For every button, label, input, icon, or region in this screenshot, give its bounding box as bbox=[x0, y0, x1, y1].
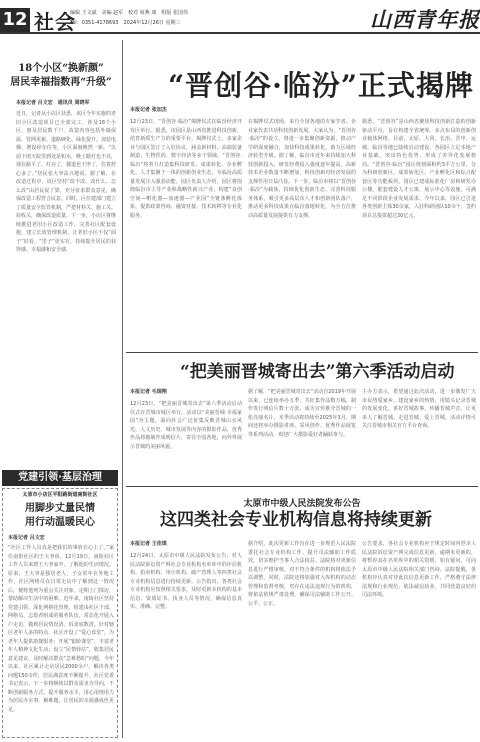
left-article-body: 近日，记者从小店区获悉，该区今年实施的老旧小区改造项目已全部完工，涉及18个小区，惠及居民数千户。改造内容包括外墙保温、管网更新、道路硬化、绿化提升、加装电梯、增设停车位等，小区面貌焕然一新。“以前下雨天院里到处是积水，晚上路灯也不亮，现在路平了、灯亮了，楼道也干净了，住着舒心多了。”居民张大爷高兴地说。据了解，在改造过程中，该区坚持“改不改、改什么、怎么改”由居民说了算，充分征求群众意见，确保改造工程符合民意。同时，区住建部门建立了质量安全监管机制，严把材料关、施工关、验收关，确保改造质量。下一步，小店区将继续推进老旧小区改造工作，完善社区配套设施，建立长效管理机制，让老旧小区不仅“面子”好看，“里子”更实在，持续提升居民的获得感、幸福感和安全感。 bbox=[16, 111, 116, 253]
sub-article2-col2: 据介绍，此次更新工作旨在进一步规范人民法院委托社会专业机构工作，提升司法辅助工作质效，切实维护当事人合法权益。法院将对更新信息进行严格审核，对不符合条件的机构将依法予以调整。同时，法院还将加强对入库机构的动态管理和监督考核，对存在违法违规行为的机构，将依法依规严肃处理，确保司法辅助工作公开、公平、公正。 bbox=[248, 541, 356, 607]
main-article-title: “晋创谷·临汾”正式揭牌 bbox=[168, 69, 474, 102]
left-article2-title-1: 用脚步丈量民情 bbox=[25, 503, 95, 514]
left-article-headline bbox=[2, 62, 120, 90]
left-article-title: 18个小区“换新颜” bbox=[18, 63, 104, 74]
main-article-col1: 12月23日，“晋创谷·临汾”揭牌仪式在临汾经济开发区举行。据悉，该园区是山西省推进科技创新、培育新质生产力的重要平台。揭牌仪式上，多家企业与园区签订了入驻协议，涵盖新材料、高端装备制造、生物医药、数字经济等多个领域。“晋创谷·临汾”将着力打造集科技研发、成果转化、企业孵化、人才集聚于一体的创新创业生态，为临汾高质量发展注入强劲动能。园区负责人介绍，园区将围绕临汾市主导产业和战略性新兴产业，构建“众创空间—孵化器—加速器—产业园”全链条孵化体系，提供政策咨询、融资对接、技术转移等专业化服务。 bbox=[130, 119, 242, 219]
column-divider bbox=[122, 40, 123, 738]
left-article2-title-2: 用行动温暖民心 bbox=[25, 517, 95, 528]
left-article2-kicker: 太原市小店区平阳路街道南街社区 bbox=[22, 492, 98, 498]
newspaper-brand-logo: 山西青年报 bbox=[370, 7, 480, 32]
left-article2-body: “社区工作人员真是把我们的事放在心上了。”家住南街社区的王大爷说。12月19日，南街社区工作人员来到王大爷家中，了解他的生活情况。原来，王大爷是独居老人，子女常年在外地工作，社区网格员在日常走访中了解到这一情况后，便将他列为重点关注对象，定期上门探访，帮助解决生活中的困难。近年来，南街社区坚持党建引领，深化网格化管理，组建由社区干部、网格员、志愿者组成的服务队伍，常态化开展入户走访，做到居民情况清、诉求底数清。针对辖区老年人多的特点，社区开设了“爱心食堂”，为老年人提供助餐服务；开展“银龄课堂”，丰富老年人精神文化生活；设立“民情驿站”，收集居民意见建议，及时解决群众“急难愁盼”问题。今年以来，社区累计走访居民2000余户，解决各类问题150余件，居民满意度不断提升。社区党委书记表示，下一步将继续以群众需求为导向，不断创新服务方式，提升服务水平，用心用情用力为居民办实事、解难题，让居民的幸福感成色更足。 bbox=[8, 545, 114, 713]
left-article-byline: 本报记者 吕文宏 通讯员 周晓军 bbox=[16, 100, 90, 106]
sub-article1-col3: 主办方表示，希望通过此次活动，进一步激发广大市民热爱家乡、建设家乡的热情，用镜头记录晋城的发展变化，讲好晋城故事，传播晋城声音，让更多人了解晋城、走进晋城、爱上晋城。活动详情可关注晋城市相关官方平台查询。 bbox=[362, 389, 476, 429]
page-number: 12 bbox=[0, 8, 30, 32]
left-article-subtitle: 居民幸福指数再“升级” bbox=[10, 77, 112, 88]
sub-article2-col3: 公告要求，各社会专业机构应于规定时间内登录人民法院诉讼资产网完成信息更新，逾期未更新的，将暂停其在名单库中的相关资格。如有疑问，可向太原市中级人民法院相关部门咨询。法院提醒，各机构应认真对待此次信息更新工作，严格遵守法律法规和行业规范，依法诚信执业，共同营造良好的司法环境。 bbox=[362, 541, 476, 598]
sub-article1-col1: 12月23日，“把美丽晋城寄出去”第六季活动启动仪式在晋城市城区举行。活动以“美丽晋城·幸福家园”为主题，面向社会广泛征集反映晋城山水风光、人文历史、城市发展等内容的摄影作品，优秀作品将被制作成明信片，寄往全国各地，向外界展示晋城的美丽风貌。 bbox=[130, 401, 242, 450]
section-rule bbox=[126, 352, 478, 353]
sub-article2-byline: 本报记者 王佳琪 bbox=[130, 541, 167, 547]
sub-article2-col1: 12月24日，太原市中级人民法院发布公告，对人民法院诉讼资产网社会专业机构名单库中的评估机构、拍卖机构、审计机构、破产管理人等四类社会专业机构信息进行持续更新。公告指出，各类社会专业机构应按照相关要求，及时更新本机构的基本信息、资质证书、执业人员等情况，确保信息真实、准确、完整。 bbox=[130, 553, 242, 610]
section-band: 党建引领·基层治理 bbox=[2, 470, 118, 486]
sub-article2-kicker: 太原市中级人民法院发布公告 bbox=[243, 499, 361, 509]
contact-date-line: Tel：0351-4178693 2024年12月26日 星期三 bbox=[70, 20, 181, 26]
editor-line: 编辑 王文斌 美编 赵军 校对 席燕 康 组版 张国伟 bbox=[70, 10, 188, 16]
sub-article1-col2: 据了解，“把美丽晋城寄出去”活动自2019年开展以来，已连续举办五季，共征集作品数万幅，制作发行明信片数十万张，成为宣传推介晋城的一张亮丽名片。本季活动将持续至2025年3月，期间还将举办摄影讲座、采风创作、优秀作品展览等系列活动，欢迎广大摄影爱好者踊跃参与。 bbox=[248, 389, 356, 438]
page-header bbox=[0, 0, 480, 34]
section-rule-2 bbox=[126, 486, 478, 487]
sub-article2-title: 这四类社会专业机构信息将持续更新 bbox=[160, 510, 432, 530]
main-article-col3: 据悉，“晋创谷”是山西省聚焦科技创新打造的创新驱动平台，旨在构建全省统筹、多点布局的创新创业载体网络。目前，太原、大同、长治、晋中、运城、临汾等地已陆续启动建设，各园区立足本地产业基础，突出特色优势，形成了差异化发展格局。“晋创谷·临汾”园区规划面积约3平方公里，分为科研创新区、成果转化区、产业孵化区和综合配套区等功能板块。园区已建成标准化厂房和研发办公楼，配套建设人才公寓、展示中心等设施，可满足不同阶段企业发展需求。今年以来，园区已引进各类创新主体30余家，入驻科研团队10余个，签约项目总投资超过20亿元。 bbox=[362, 119, 476, 219]
sub-article1-title: “把美丽晋城寄出去”第六季活动启动 bbox=[180, 362, 455, 382]
left-article2-byline: 本报记者 吕文宏 bbox=[8, 535, 45, 541]
section-title: 社会 bbox=[34, 10, 76, 34]
main-article-byline: 本报记者 张加杰 bbox=[130, 107, 167, 113]
sub-article1-byline: 本报记者 毛瑞翔 bbox=[130, 389, 167, 395]
main-article-col2: 在揭牌仪式现场，来自全国各地的专家学者、企业家代表共话科技创新发展。大家认为，“晋创谷·临汾”的设立，将进一步集聚创新资源，推动产学研深度融合，加快科技成果转化，助力区域经济转型升级。据了解，临汾市近年来持续加大科技创新投入，研发经费投入强度逐年提高，高新技术企业数量不断增加，科技创新对经济发展的支撑作用日益凸显。下一步，临汾市将以“晋创谷·临汾”为载体，持续优化创新生态，完善科技服务体系，吸引更多高层次人才和创新团队落户，推动更多科技成果在临汾落地转化，为全方位推动高质量发展提供有力支撑。 bbox=[248, 119, 356, 219]
